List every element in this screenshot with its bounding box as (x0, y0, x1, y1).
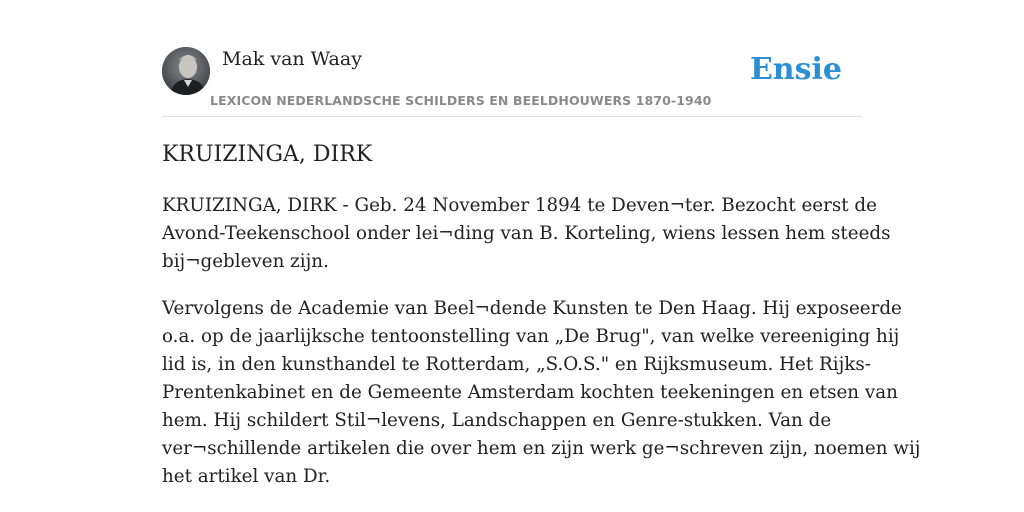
paragraph-line: KRUIZINGA, DIRK - Geb. 24 November 1894 te Deven¬ter. Bezocht eerst de (162, 195, 877, 216)
paragraph-line: het artikel van Dr. (162, 466, 331, 487)
paragraph-line: Vervolgens de Academie van Beel¬dende Kunsten te Den Haag. Hij exposeerde (162, 298, 902, 319)
paragraph-line: hem. Hij schildert Stil¬levens, Landschappen en Genre-stukken. Van de (162, 410, 832, 431)
author-name[interactable]: Mak van Waay (222, 48, 362, 70)
brand-logo[interactable]: Ensie (749, 52, 842, 87)
paragraph-line: Prentenkabinet en de Gemeente Amsterdam kochten teekeningen en etsen van (162, 382, 898, 403)
author-portrait-icon (162, 47, 210, 95)
article-title: KRUIZINGA, DIRK (162, 142, 373, 167)
paragraph-line: lid is, in den kunsthandel te Rotterdam, „S.O.S." en Rijksmuseum. Het Rijks- (162, 354, 871, 375)
paragraph-line: ver¬schillende artikelen die over hem en zijn werk ge¬schreven zijn, noemen wij (162, 438, 921, 459)
paragraph-line: o.a. op de jaarlijksche tentoonstelling van „De Brug", van welke vereeniging hij (162, 326, 900, 347)
header (162, 46, 862, 117)
source-title[interactable]: LEXICON NEDERLANDSCHE SCHILDERS EN BEELDHOUWERS 1870-1940 (210, 93, 712, 108)
paragraph-line: bij¬gebleven zijn. (162, 251, 329, 272)
paragraph-line: Avond-Teekenschool onder lei¬ding van B. Korteling, wiens lessen hem steeds (162, 223, 891, 244)
avatar[interactable] (162, 47, 210, 95)
article-paragraph (162, 192, 891, 276)
article-paragraph (162, 295, 921, 491)
